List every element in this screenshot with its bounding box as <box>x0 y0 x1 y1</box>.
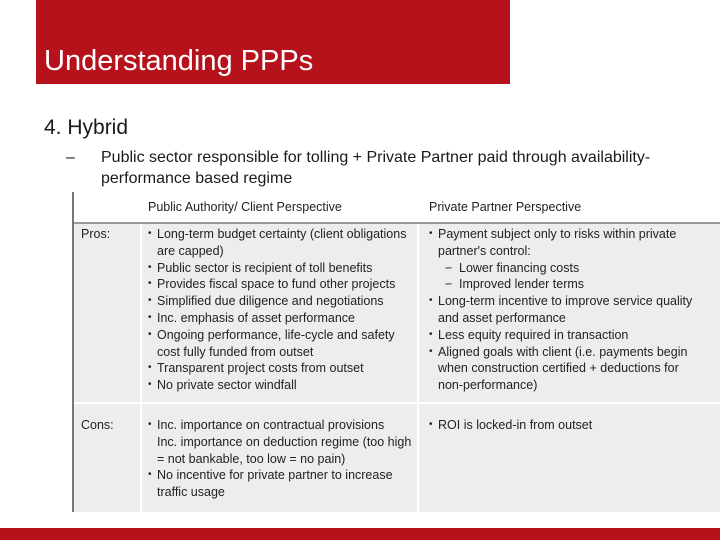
list-item: • Transparent project costs from outset <box>148 360 418 377</box>
list-item: • Long-term incentive to improve service quality and asset performance <box>429 293 701 327</box>
cons-label: Cons: <box>81 418 114 432</box>
pros-label-cell <box>74 224 140 402</box>
subpoint <box>66 147 666 189</box>
list-item: • Public sector is recipient of toll benefits <box>148 260 418 277</box>
list-item: • No private sector windfall <box>148 377 418 394</box>
list-item: • ROI is locked-in from outset <box>429 417 701 434</box>
pros-label: Pros: <box>81 227 111 241</box>
list-item: • Provides fiscal space to fund other projects <box>148 276 418 293</box>
header-private-perspective: Private Partner Perspective <box>429 200 582 214</box>
list-item: Inc. importance on deduction regime (too high = not bankable, too low = no pain) <box>157 434 412 466</box>
list-item: • Long-term budget certainty (client obligations are capped) <box>148 226 418 260</box>
section-heading: 4. Hybrid <box>44 116 129 139</box>
list-subitem: − Improved lender terms <box>429 276 701 293</box>
cons-public-list <box>148 417 418 501</box>
subpoint-dash: – <box>66 149 75 166</box>
list-item: • No incentive for private partner to increase traffic usage <box>148 467 418 501</box>
list-item: • Inc. importance on contractual provisions <box>148 417 418 434</box>
title-bar <box>36 0 510 84</box>
list-item: • Aligned goals with client (i.e. payments begin when construction certified + deductions for non-performance) <box>429 344 701 394</box>
cons-private-list <box>429 417 701 434</box>
comparison-table <box>72 192 720 512</box>
footer-bar <box>0 528 720 540</box>
list-item: • Less equity required in transaction <box>429 327 701 344</box>
pros-private-list <box>429 226 701 394</box>
list-item: • Simplified due diligence and negotiations <box>148 293 418 310</box>
list-item: • Inc. emphasis of asset performance <box>148 310 418 327</box>
slide-title: Understanding PPPs <box>44 45 314 77</box>
list-subitem: − Lower financing costs <box>429 260 701 277</box>
subpoint-text: Public sector responsible for tolling + Private Partner paid through availability-performance based regime <box>101 149 651 187</box>
pros-public-list <box>148 226 418 394</box>
list-item: • Payment subject only to risks within private partner's control: <box>429 226 701 260</box>
header-public-perspective: Public Authority/ Client Perspective <box>148 200 342 214</box>
list-item: • Ongoing performance, life-cycle and safety cost fully funded from outset <box>148 327 418 361</box>
